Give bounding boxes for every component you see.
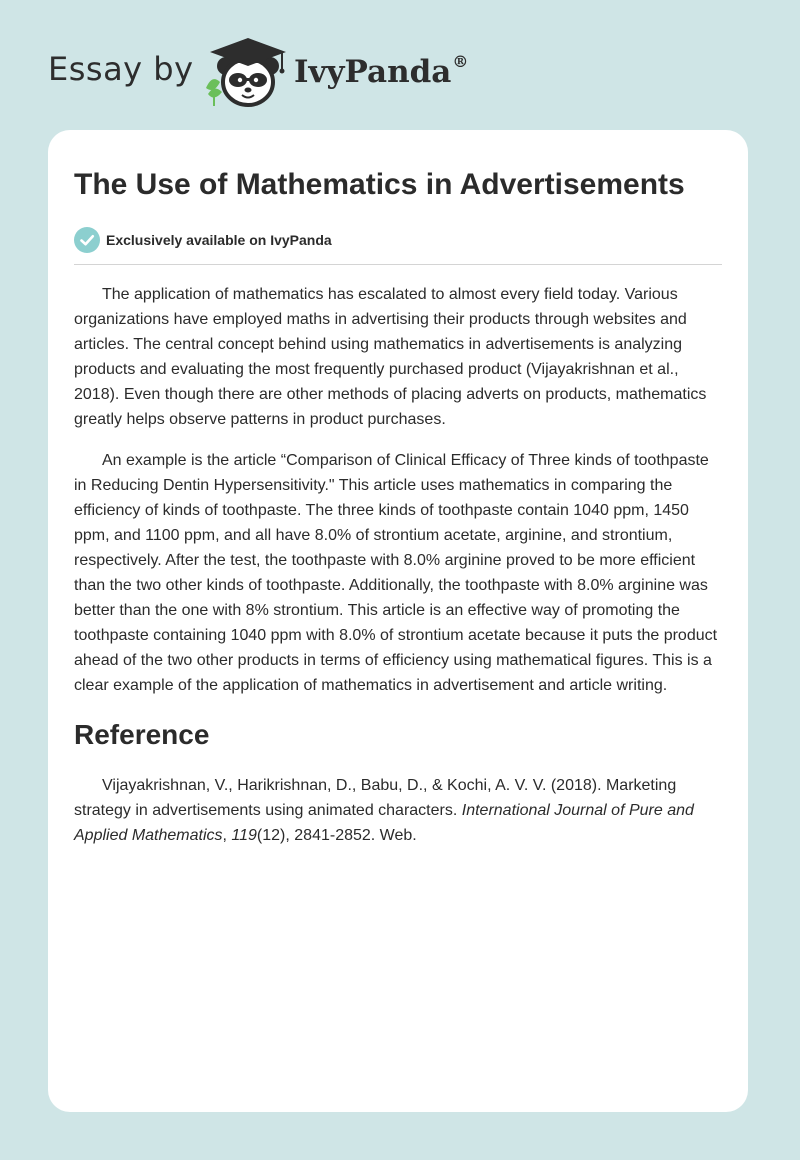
- reference-details: (12), 2841-2852. Web.: [256, 827, 417, 844]
- badge-text: Exclusively available on IvyPanda: [106, 232, 332, 248]
- exclusive-badge: [74, 226, 722, 254]
- reference-entry: [74, 773, 722, 848]
- paragraph: The application of mathematics has escalated to almost every field today. Various organizations have employed maths in advertising their products through websites and articles. The central concept behind using mathematics in advertisements is analyzing products and evaluating the most frequently purchased product (Vijayakrishnan et al., 2018). Even though there are other methods of placing adverts on products, mathematics greatly helps observe patterns in product purchases.: [74, 286, 707, 428]
- essay-content: [74, 166, 722, 848]
- reference-list: [74, 773, 722, 848]
- panda-graduate-icon: [200, 36, 296, 110]
- paragraph: An example is the article “Comparison of Clinical Efficacy of Three kinds of toothpaste in Reducing Dentin Hypersensitivity." This article uses mathematics in comparing the efficiency of kinds of toothpaste. The three kinds of toothpaste contain 1040 ppm, 1450 ppm, and 1100 ppm, and all have 8.0% of strontium acetate, arginine, and strontium, respectively. After the test, the toothpaste with 8.0% arginine proved to be more efficient than the two other kinds of toothpaste. Additionally, the toothpaste with 8.0% arginine was better than the one with 8% strontium. This article is an effective way of promoting the toothpaste containing 1040 ppm with 8.0% of strontium acetate because it puts the product ahead of the two other products in terms of efficiency using mathematical figures. This is a clear example of the application of mathematics in advertisement and article writing.: [74, 452, 718, 694]
- reference-journal: International Journal of Pure and Applied Mathematics: [74, 802, 694, 844]
- registered-mark: ®: [452, 52, 469, 71]
- divider: [74, 264, 722, 265]
- essay-body: [74, 282, 722, 698]
- check-circle-icon: [74, 227, 100, 253]
- reference-heading: Reference: [74, 719, 210, 750]
- brand-prefix: Essay by: [48, 50, 194, 88]
- reference-separator: ,: [222, 827, 232, 844]
- brand-name-text: IvyPanda: [294, 54, 452, 90]
- page-title: The Use of Mathematics in Advertisements: [74, 168, 685, 201]
- reference-volume: 119: [231, 827, 257, 844]
- essay-card: [48, 130, 748, 1112]
- reference-authors: Vijayakrishnan, V., Harikrishnan, D., Babu, D., & Kochi, A. V. V. (2018). Marketing strategy in advertisements using animated characters.: [74, 777, 677, 819]
- brand-header: [48, 36, 488, 110]
- brand-name: [294, 54, 468, 90]
